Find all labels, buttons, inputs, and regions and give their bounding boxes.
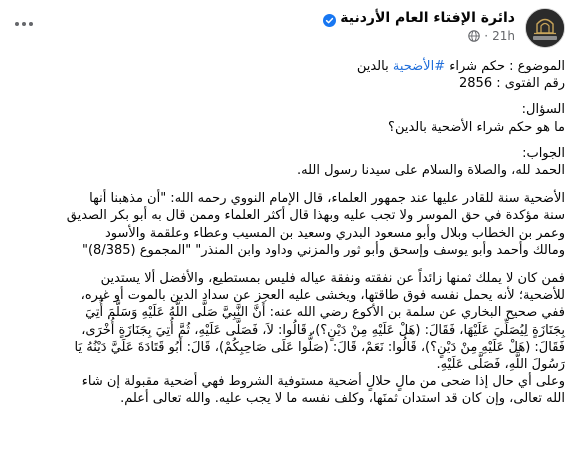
post-body [10, 58, 565, 408]
answer-opening: الحمد لله، والصلاة والسلام على سيدنا رسول الله. [296, 163, 565, 179]
paragraph-line: ومالك وأحمد وأبو يوسف وإسحق وأبو ثور والمزني وداود وابن المنذر" "المجموع (8/385)" [81, 242, 565, 258]
paragraph-line: فمن كان لا يملك ثمنها زائداً عن نفقته ونفقة عياله فليس بمستطيع، والأفضل ألا يستدين [100, 271, 565, 287]
meta-separator: · [484, 29, 489, 43]
topic-suffix: بالدين [356, 59, 393, 74]
page-name[interactable]: دائرة الإفتاء العام الأردنية [340, 10, 515, 26]
post-meta [323, 29, 515, 43]
paragraph-line: بِجَنَازَةٍ لِيُصَلِّيَ عَلَيْهَا، فَقَالَ: (هَلْ عَلَيْهِ مِنْ دَيْنٍ؟)، قَالُوا: لاَ، فَصَلَّى عَلَيْهِ، ثُمَّ أُتِيَ بِجَنَازَةٍ أُخْرَى، [81, 322, 565, 338]
more-options-icon[interactable] [10, 14, 38, 34]
question-label: السؤال: [521, 102, 565, 118]
post-timestamp[interactable]: 21h [492, 29, 515, 43]
paragraph-line: الله تعالى، وإن كان قد استدان ثمنَها، وكلف نفسه ما لا يجب عليه. والله تعالى أعلم. [120, 391, 565, 407]
answer-label: الجواب: [522, 145, 565, 161]
topic-prefix: الموضوع : حكم شراء [445, 59, 565, 74]
dar-al-ifta-logo [526, 9, 564, 47]
paragraph-line: الأضحية سنة للقادر عليها عند جمهور العلماء، قال الإمام النووي رحمه الله: "أن مذهبنا أنها [89, 191, 565, 207]
paragraph-line: سنة مؤكدة في حق الموسر ولا تجب عليه وبهذا قال أكثر العلماء وممن قال به أبو بكر الصديق [66, 208, 565, 224]
question-text: ما هو حكم شراء الأضحية بالدين؟ [388, 119, 565, 135]
topic-line [10, 58, 565, 75]
fatwa-number: رقم الفتوى : 2856 [459, 76, 565, 92]
header-text [323, 10, 515, 43]
paragraph-line: وعلى أي حال إذا ضحى من مالٍ حلالٍ أضحية مستوفية الشروط فهي أضحية مقبولة إن شاء [81, 374, 565, 390]
hashtag-link[interactable]: #الأضحية [392, 59, 446, 74]
page-name-row [323, 10, 515, 26]
paragraph-line: للأضحية؛ لأنه يحمل نفسه فوق طاقتها، ويخشى عليه العجز عن سداد الدين بالموت أو غيره، [80, 288, 565, 304]
paragraph-line: ففي صحيح البخاري عن سلمة بن الأكوع رضي الله عنه: أَنَّ النَّبِيَّ صَلَّى اللَّهُ عَلَيْهِ وَسَلَّمَ أُتِيَ [85, 305, 565, 321]
paragraph-line: رَسُولَ اللَّهِ، فَصَلَّى عَلَيْهِ. [436, 357, 565, 373]
page-avatar[interactable] [525, 8, 565, 48]
paragraph-line: وعمر بن الخطاب وبلال وأبو مسعود البدري وسعيد بن المسيب وعطاء وعلقمة والأسود [104, 225, 565, 241]
paragraph-line: فَقَالَ: (هَلْ عَلَيْهِ مِنْ دَيْنٍ؟)، قَالُوا: نَعَمْ، قَالَ: (صَلُّوا عَلَى صَاحِبِكُمْ)، قَالَ: أَبُو قَتَادَةَ عَلَيَّ دَيْنُهُ يَا [74, 339, 565, 355]
globe-icon[interactable] [468, 30, 480, 42]
verified-badge-icon [323, 12, 336, 25]
post-header [10, 0, 565, 58]
